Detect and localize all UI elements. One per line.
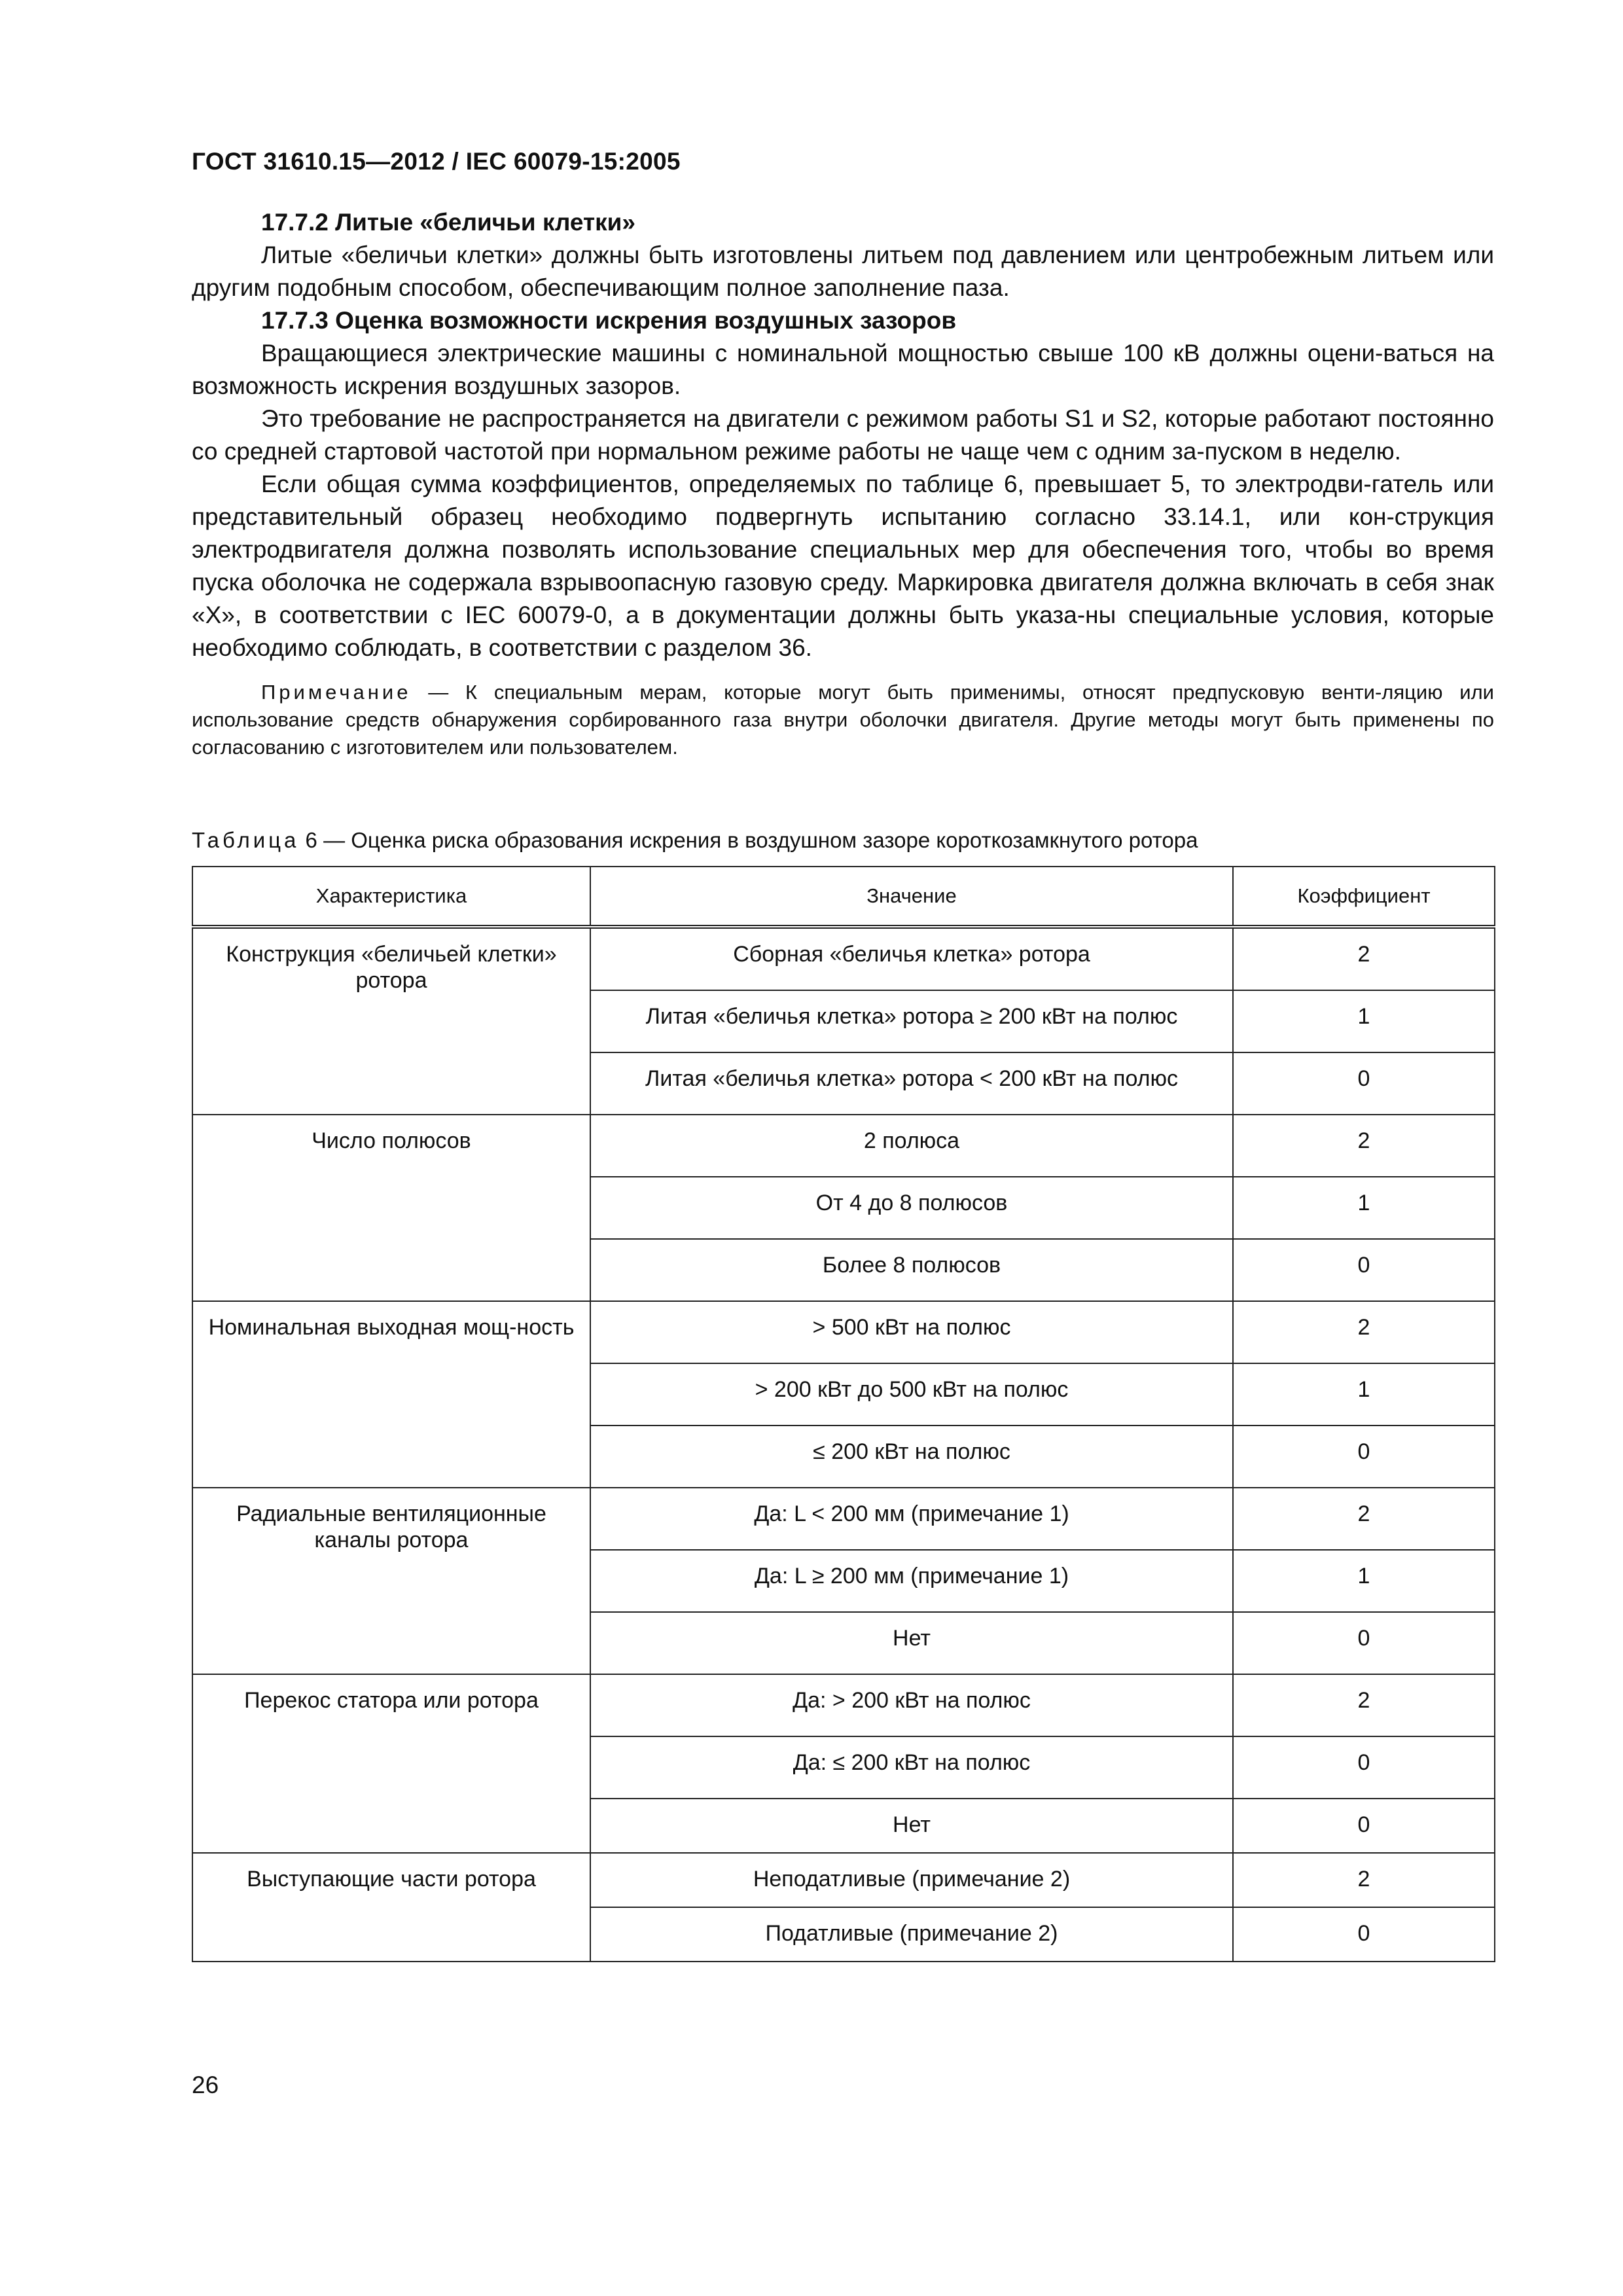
value-cell: > 200 кВт до 500 кВт на полюс — [590, 1363, 1233, 1426]
column-header: Значение — [590, 867, 1233, 927]
table-row — [192, 1301, 1495, 1363]
coefficient-cell: 2 — [1233, 927, 1495, 990]
value-cell: Да: L < 200 мм (примечание 1) — [590, 1488, 1233, 1550]
value-cell: Да: L ≥ 200 мм (примечание 1) — [590, 1550, 1233, 1612]
coefficient-cell: 0 — [1233, 1736, 1495, 1799]
note-text: — К специальным мерам, которые могут быть применимы, относят предпусковую венти-ляцию или использование средств обнаружения сорбированного газа внутри оболочки двигателя. Другие методы могут быть применены по согласованию с изготовителем или пользователем. — [192, 681, 1494, 759]
value-cell: 2 полюса — [590, 1115, 1233, 1177]
coefficient-cell: 0 — [1233, 1799, 1495, 1853]
table-row — [192, 1488, 1495, 1550]
value-cell: > 500 кВт на полюс — [590, 1301, 1233, 1363]
risk-table — [192, 866, 1495, 1962]
coefficient-cell: 2 — [1233, 1301, 1495, 1363]
document-body — [192, 206, 1494, 761]
document-header: ГОСТ 31610.15—2012 / IEC 60079-15:2005 — [192, 148, 681, 175]
coefficient-cell: 1 — [1233, 990, 1495, 1052]
table-caption-label: Таблица — [192, 828, 300, 852]
value-cell: Сборная «беличья клетка» ротора — [590, 927, 1233, 990]
table-caption-text: 6 — Оценка риска образования искрения в воздушном зазоре короткозамкнутого ротора — [299, 828, 1198, 852]
section-heading: 17.7.2 Литые «беличьи клетки» — [261, 209, 635, 236]
characteristic-cell: Конструкция «беличьей клетки» ротора — [192, 927, 590, 1115]
coefficient-cell: 2 — [1233, 1488, 1495, 1550]
value-cell: ≤ 200 кВт на полюс — [590, 1426, 1233, 1488]
table-row — [192, 1115, 1495, 1177]
value-cell: Нет — [590, 1799, 1233, 1853]
table-row — [192, 1674, 1495, 1736]
characteristic-cell: Число полюсов — [192, 1115, 590, 1301]
characteristic-cell: Номинальная выходная мощ-ность — [192, 1301, 590, 1488]
coefficient-cell: 1 — [1233, 1177, 1495, 1239]
value-cell: Да: ≤ 200 кВт на полюс — [590, 1736, 1233, 1799]
table-row — [192, 1853, 1495, 1907]
value-cell: Более 8 полюсов — [590, 1239, 1233, 1301]
note-label: Примечание — [261, 681, 412, 704]
characteristic-cell: Перекос статора или ротора — [192, 1674, 590, 1853]
coefficient-cell: 1 — [1233, 1363, 1495, 1426]
paragraph: Вращающиеся электрические машины с номинальной мощностью свыше 100 кВ должны оцени-ваться на возможность искрения воздушных зазоров. — [192, 340, 1494, 399]
section-heading: 17.7.3 Оценка возможности искрения воздушных зазоров — [261, 307, 957, 334]
page-number: 26 — [192, 2072, 219, 2098]
value-cell: От 4 до 8 полюсов — [590, 1177, 1233, 1239]
coefficient-cell: 0 — [1233, 1426, 1495, 1488]
coefficient-cell: 2 — [1233, 1115, 1495, 1177]
coefficient-cell: 0 — [1233, 1239, 1495, 1301]
characteristic-cell: Радиальные вентиляционные каналы ротора — [192, 1488, 590, 1674]
table-row — [192, 927, 1495, 990]
coefficient-cell: 0 — [1233, 1612, 1495, 1674]
coefficient-cell: 2 — [1233, 1853, 1495, 1907]
value-cell: Нет — [590, 1612, 1233, 1674]
paragraph: Если общая сумма коэффициентов, определяемых по таблице 6, превышает 5, то электродви-гатель или представительный образец необходимо подвергнуть испытанию согласно 33.14.1, или кон-струкция электродвигателя должна позволять использование специальных мер для обеспечения того, чтобы во время пуска оболочка не содержала взрывоопасную газовую среду. Маркировка двигателя должна включать в себя знак «X», в соответствии с IEC 60079-0, а в документации должны быть указа-ны специальные условия, которые необходимо соблюдать, в соответствии с разделом 36. — [192, 471, 1494, 661]
value-cell: Литая «беличья клетка» ротора ≥ 200 кВт на полюс — [590, 990, 1233, 1052]
paragraph: Это требование не распространяется на двигатели с режимом работы S1 и S2, которые работают постоянно со средней стартовой частотой при нормальном режиме работы не чаще чем с одним за-пуском в неделю. — [192, 405, 1494, 465]
coefficient-cell: 1 — [1233, 1550, 1495, 1612]
table-header-row — [192, 867, 1495, 927]
column-header: Характеристика — [192, 867, 590, 927]
column-header: Коэффициент — [1233, 867, 1495, 927]
note — [192, 679, 1494, 761]
value-cell: Литая «беличья клетка» ротора < 200 кВт на полюс — [590, 1052, 1233, 1115]
paragraph: Литые «беличьи клетки» должны быть изготовлены литьем под давлением или центробежным литьем или другим подобным способом, обеспечивающим полное заполнение паза. — [192, 242, 1494, 301]
coefficient-cell: 2 — [1233, 1674, 1495, 1736]
value-cell: Неподатливые (примечание 2) — [590, 1853, 1233, 1907]
value-cell: Да: > 200 кВт на полюс — [590, 1674, 1233, 1736]
coefficient-cell: 0 — [1233, 1907, 1495, 1962]
value-cell: Податливые (примечание 2) — [590, 1907, 1233, 1962]
table-caption — [192, 826, 1494, 855]
characteristic-cell: Выступающие части ротора — [192, 1853, 590, 1962]
coefficient-cell: 0 — [1233, 1052, 1495, 1115]
